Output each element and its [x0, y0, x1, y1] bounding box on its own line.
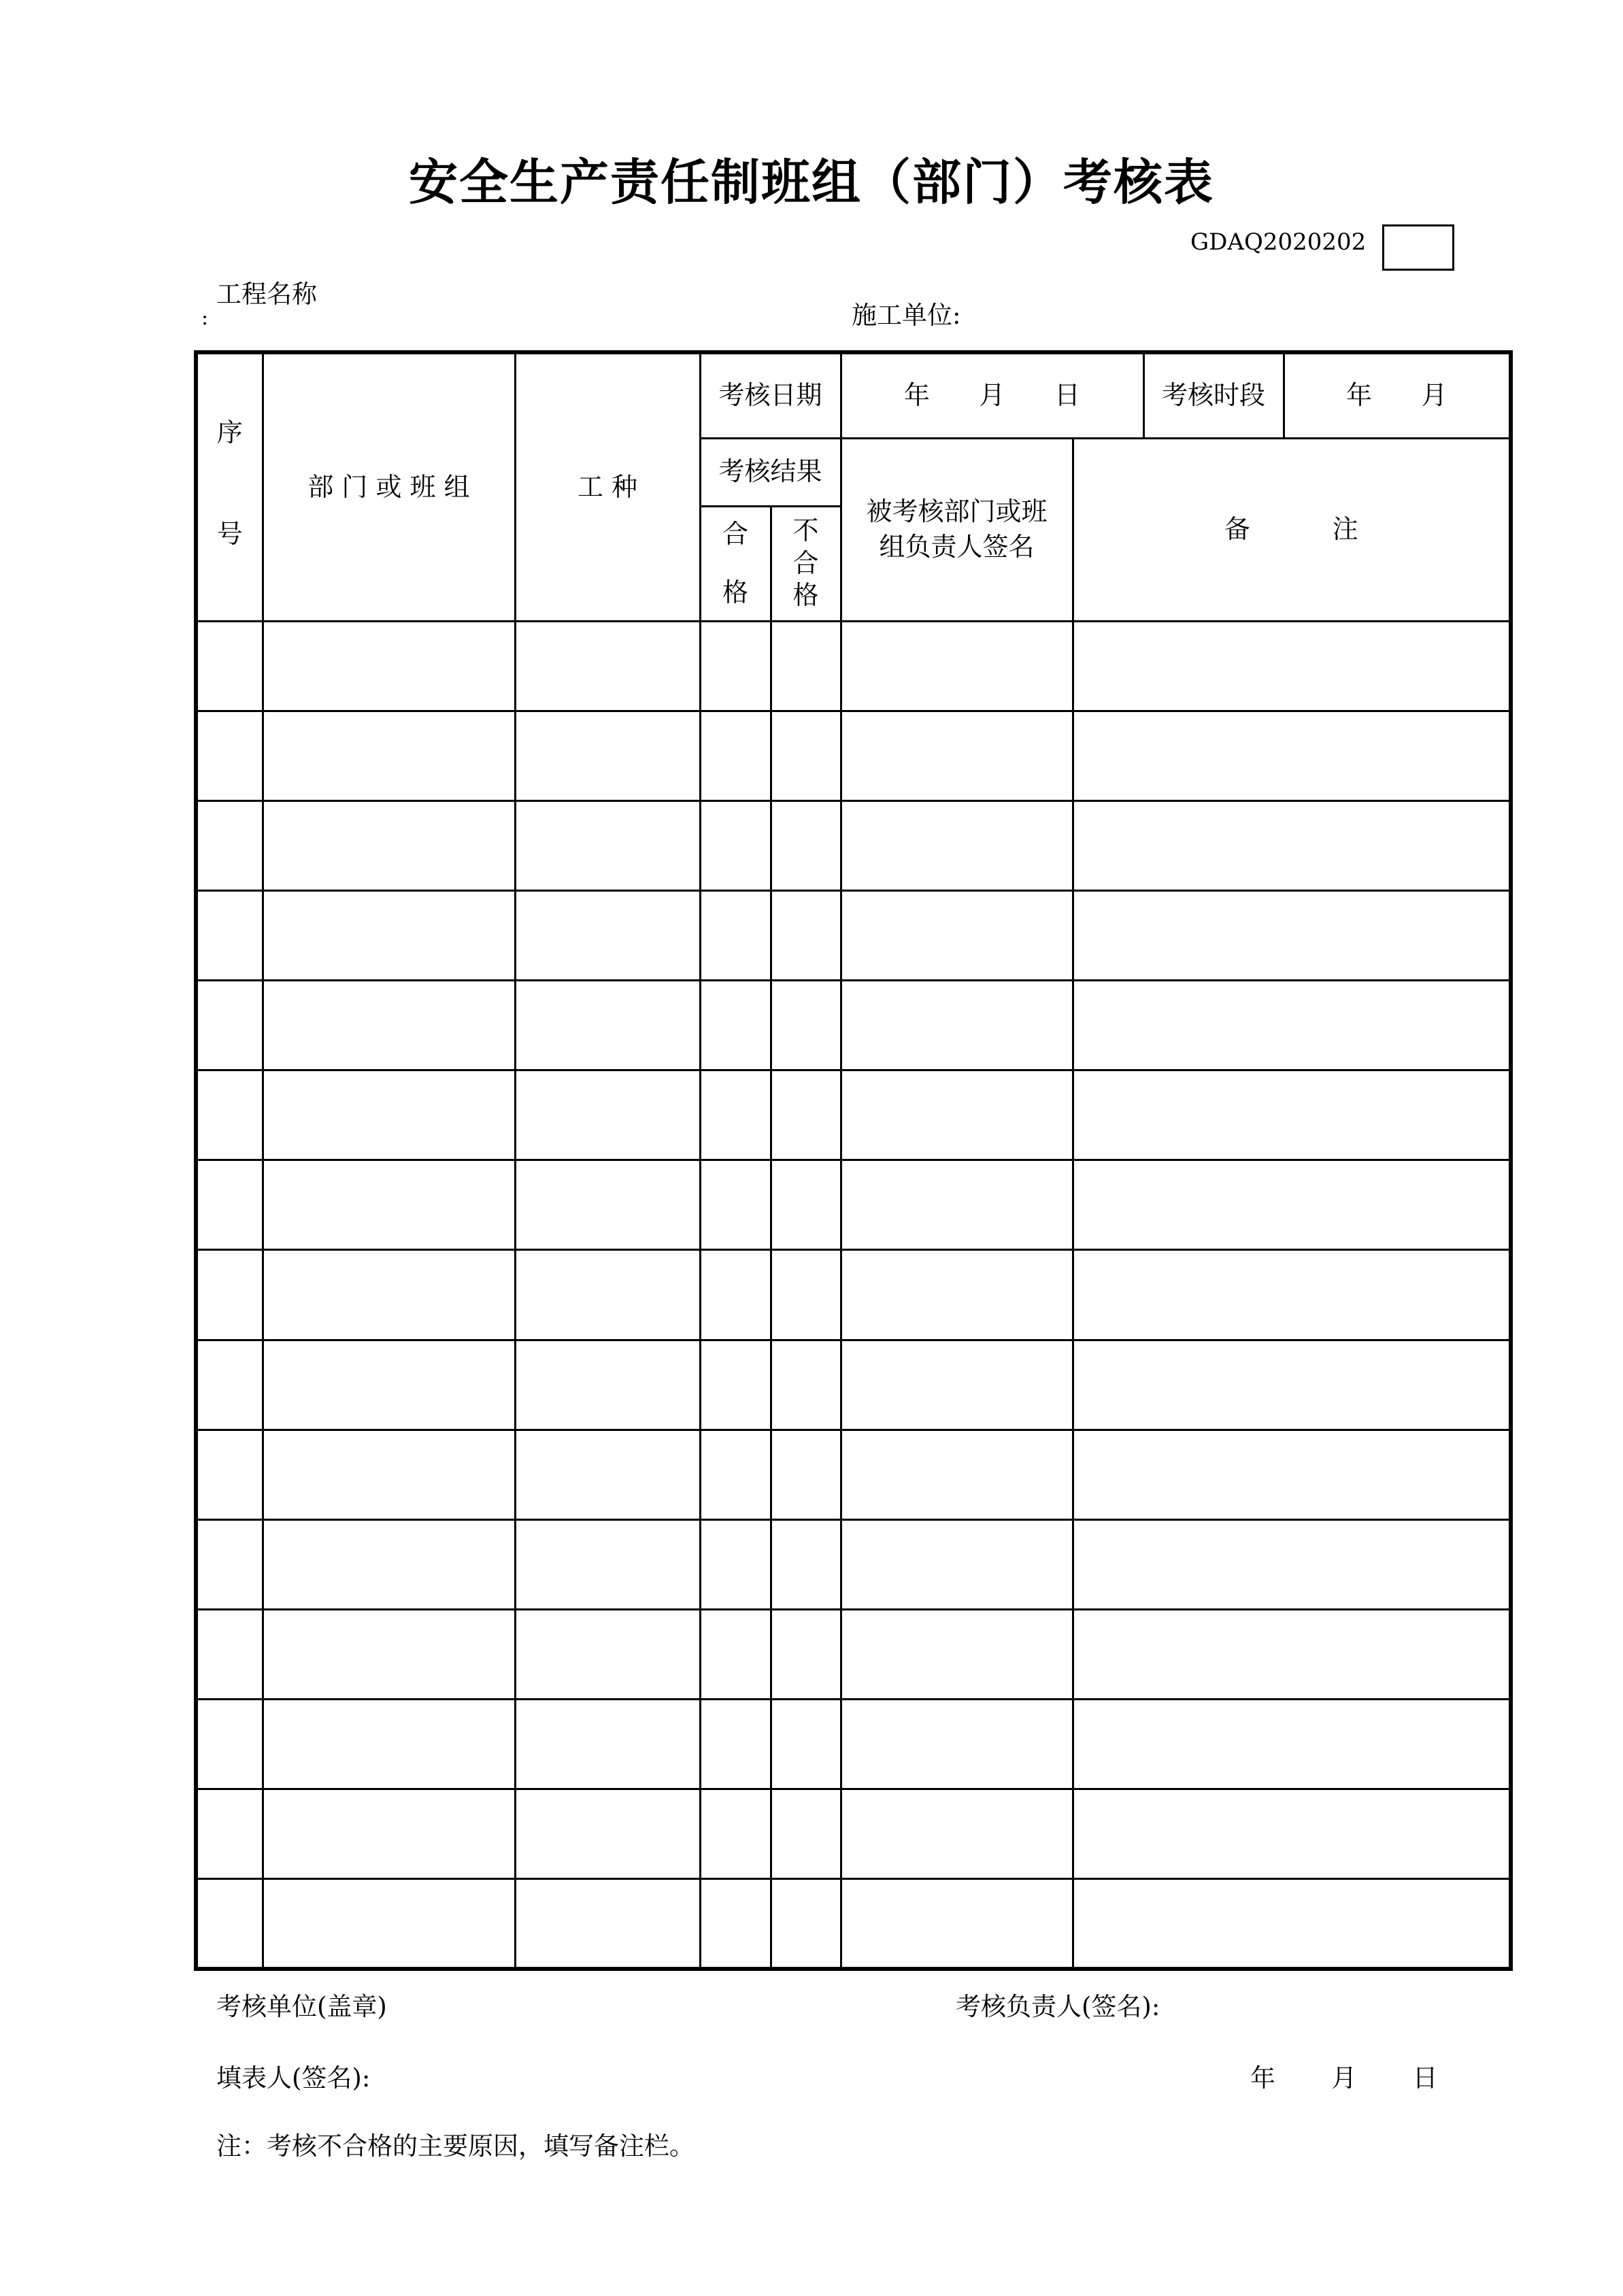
cell-seq[interactable]	[196, 981, 263, 1070]
cell-seq[interactable]	[196, 1700, 263, 1789]
cell-remarks[interactable]	[1073, 1250, 1511, 1340]
form-code: GDAQ2020202	[1190, 229, 1367, 256]
cell-pass[interactable]	[700, 890, 771, 980]
seq-header-top: 序	[216, 418, 243, 448]
cell-trade[interactable]	[515, 1250, 700, 1340]
cell-fail[interactable]	[771, 1430, 841, 1519]
cell-trade[interactable]	[515, 1519, 700, 1609]
cell-signer[interactable]	[841, 1519, 1073, 1609]
cell-fail[interactable]	[771, 711, 841, 800]
cell-fail[interactable]	[771, 1340, 841, 1430]
table-row	[196, 800, 1511, 890]
cell-trade[interactable]	[515, 1070, 700, 1160]
cell-remarks[interactable]	[1073, 1519, 1511, 1609]
cell-pass[interactable]	[700, 1250, 771, 1340]
cell-fail[interactable]	[771, 1250, 841, 1340]
cell-dept[interactable]	[263, 621, 515, 711]
cell-seq[interactable]	[196, 711, 263, 800]
table-row	[196, 711, 1511, 800]
cell-signer[interactable]	[841, 1609, 1073, 1699]
cell-signer[interactable]	[841, 1340, 1073, 1430]
cell-remarks[interactable]	[1073, 890, 1511, 980]
cell-dept[interactable]	[263, 1070, 515, 1160]
cell-signer[interactable]	[841, 621, 1073, 711]
cell-dept[interactable]	[263, 1430, 515, 1519]
cell-seq[interactable]	[196, 1250, 263, 1340]
table-row	[196, 1609, 1511, 1699]
cell-fail[interactable]	[771, 621, 841, 711]
cell-remarks[interactable]	[1073, 711, 1511, 800]
cell-signer[interactable]	[841, 1789, 1073, 1879]
cell-signer[interactable]	[841, 981, 1073, 1070]
cell-signer[interactable]	[841, 1879, 1073, 1969]
cell-trade[interactable]	[515, 981, 700, 1070]
fail-header	[771, 506, 841, 621]
table-row	[196, 1340, 1511, 1430]
cell-dept[interactable]	[263, 1609, 515, 1699]
cell-remarks[interactable]	[1073, 981, 1511, 1070]
cell-pass[interactable]	[700, 1070, 771, 1160]
cell-trade[interactable]	[515, 621, 700, 711]
eval-person-label: 考核负责人(签名):	[956, 1992, 1160, 2021]
cell-seq[interactable]	[196, 1160, 263, 1250]
cell-fail[interactable]	[771, 890, 841, 980]
cell-trade[interactable]	[515, 1700, 700, 1789]
fail-header-2: 合	[792, 547, 819, 578]
dept-header: 部 门 或 班 组	[263, 352, 515, 621]
fail-header-3: 格	[792, 580, 819, 611]
cell-dept[interactable]	[263, 981, 515, 1070]
cell-dept[interactable]	[263, 711, 515, 800]
cell-fail[interactable]	[771, 1160, 841, 1250]
cell-seq[interactable]	[196, 1430, 263, 1519]
filler-label: 填表人(签名):	[216, 2063, 371, 2093]
table-row	[196, 1789, 1511, 1879]
table-row	[196, 1430, 1511, 1519]
eval-period-value[interactable]: 年 月	[1284, 352, 1511, 438]
cell-trade[interactable]	[515, 890, 700, 980]
cell-trade[interactable]	[515, 1340, 700, 1430]
cell-dept[interactable]	[263, 1340, 515, 1430]
cell-dept[interactable]	[263, 1519, 515, 1609]
cell-remarks[interactable]	[1073, 1340, 1511, 1430]
cell-trade[interactable]	[515, 800, 700, 890]
cell-pass[interactable]	[700, 1519, 771, 1609]
table-row	[196, 621, 1511, 711]
table-row	[196, 1250, 1511, 1340]
cell-remarks[interactable]	[1073, 1430, 1511, 1519]
cell-pass[interactable]	[700, 981, 771, 1070]
form-code-suffix-box[interactable]	[1382, 224, 1454, 271]
cell-seq[interactable]	[196, 1519, 263, 1609]
cell-fail[interactable]	[771, 1879, 841, 1969]
cell-trade[interactable]	[515, 1879, 700, 1969]
cell-seq[interactable]	[196, 1879, 263, 1969]
eval-period-label: 考核时段	[1143, 352, 1284, 438]
cell-remarks[interactable]	[1073, 1609, 1511, 1699]
cell-signer[interactable]	[841, 1700, 1073, 1789]
cell-signer[interactable]	[841, 1160, 1073, 1250]
cell-pass[interactable]	[700, 1789, 771, 1879]
cell-signer[interactable]	[841, 1430, 1073, 1519]
page-title: 安全生产责任制班组（部门）考核表	[408, 154, 1214, 211]
cell-trade[interactable]	[515, 1160, 700, 1250]
table-row	[196, 981, 1511, 1070]
cell-pass[interactable]	[700, 621, 771, 711]
cell-pass[interactable]	[700, 1430, 771, 1519]
trade-header: 工 种	[515, 352, 700, 621]
cell-remarks[interactable]	[1073, 1789, 1511, 1879]
remarks-header: 备 注	[1073, 438, 1511, 621]
seq-header	[196, 352, 263, 621]
eval-date-label: 考核日期	[700, 352, 841, 438]
pass-header-bottom: 格	[722, 577, 748, 608]
fail-header-1: 不	[792, 516, 819, 546]
cell-remarks[interactable]	[1073, 1879, 1511, 1969]
eval-date-value[interactable]: 年 月 日	[841, 352, 1143, 438]
cell-seq[interactable]	[196, 800, 263, 890]
cell-pass[interactable]	[700, 1879, 771, 1969]
cell-pass[interactable]	[700, 1609, 771, 1699]
cell-seq[interactable]	[196, 1789, 263, 1879]
seq-header-bottom: 号	[216, 519, 243, 550]
cell-fail[interactable]	[771, 1519, 841, 1609]
cell-pass[interactable]	[700, 1160, 771, 1250]
cell-remarks[interactable]	[1073, 1160, 1511, 1250]
footer-note: 注：考核不合格的主要原因，填写备注栏。	[216, 2131, 695, 2161]
cell-dept[interactable]	[263, 1700, 515, 1789]
cell-pass[interactable]	[700, 1340, 771, 1430]
cell-signer[interactable]	[841, 1070, 1073, 1160]
cell-fail[interactable]	[771, 981, 841, 1070]
cell-dept[interactable]	[263, 1879, 515, 1969]
eval-unit-label: 考核单位(盖章)	[216, 1992, 387, 2021]
cell-dept[interactable]	[263, 1789, 515, 1879]
table-row	[196, 890, 1511, 980]
table-row	[196, 1070, 1511, 1160]
project-name-colon: :	[201, 306, 209, 330]
cell-remarks[interactable]	[1073, 800, 1511, 890]
cell-fail[interactable]	[771, 800, 841, 890]
cell-trade[interactable]	[515, 1609, 700, 1699]
table-row	[196, 1160, 1511, 1250]
assessment-table	[194, 350, 1513, 1971]
cell-fail[interactable]	[771, 1070, 841, 1160]
table-row	[196, 1519, 1511, 1609]
cell-remarks[interactable]	[1073, 1700, 1511, 1789]
assessment-table-container	[194, 350, 1509, 1967]
cell-signer[interactable]	[841, 890, 1073, 980]
cell-fail[interactable]	[771, 1609, 841, 1699]
cell-signer[interactable]	[841, 711, 1073, 800]
cell-remarks[interactable]	[1073, 1070, 1511, 1160]
cell-dept[interactable]	[263, 890, 515, 980]
table-row	[196, 1879, 1511, 1969]
cell-pass[interactable]	[700, 711, 771, 800]
cell-trade[interactable]	[515, 711, 700, 800]
signer-header: 被考核部门或班组负责人签名	[841, 438, 1073, 621]
cell-fail[interactable]	[771, 1789, 841, 1879]
cell-pass[interactable]	[700, 1700, 771, 1789]
pass-header-top: 合	[722, 518, 748, 549]
cell-trade[interactable]	[515, 1430, 700, 1519]
cell-dept[interactable]	[263, 800, 515, 890]
cell-signer[interactable]	[841, 800, 1073, 890]
cell-fail[interactable]	[771, 1700, 841, 1789]
cell-dept[interactable]	[263, 1250, 515, 1340]
table-row	[196, 1700, 1511, 1789]
cell-signer[interactable]	[841, 1250, 1073, 1340]
cell-seq[interactable]	[196, 890, 263, 980]
cell-seq[interactable]	[196, 1340, 263, 1430]
footer-date: 年 月 日	[1250, 2063, 1438, 2093]
cell-seq[interactable]	[196, 621, 263, 711]
construction-unit-label: 施工单位:	[852, 301, 961, 330]
pass-header	[700, 506, 771, 621]
cell-seq[interactable]	[196, 1609, 263, 1699]
cell-seq[interactable]	[196, 1070, 263, 1160]
project-name-label: 工程名称	[216, 280, 317, 309]
eval-result-label: 考核结果	[700, 438, 841, 506]
cell-pass[interactable]	[700, 800, 771, 890]
cell-remarks[interactable]	[1073, 621, 1511, 711]
cell-dept[interactable]	[263, 1160, 515, 1250]
cell-trade[interactable]	[515, 1789, 700, 1879]
